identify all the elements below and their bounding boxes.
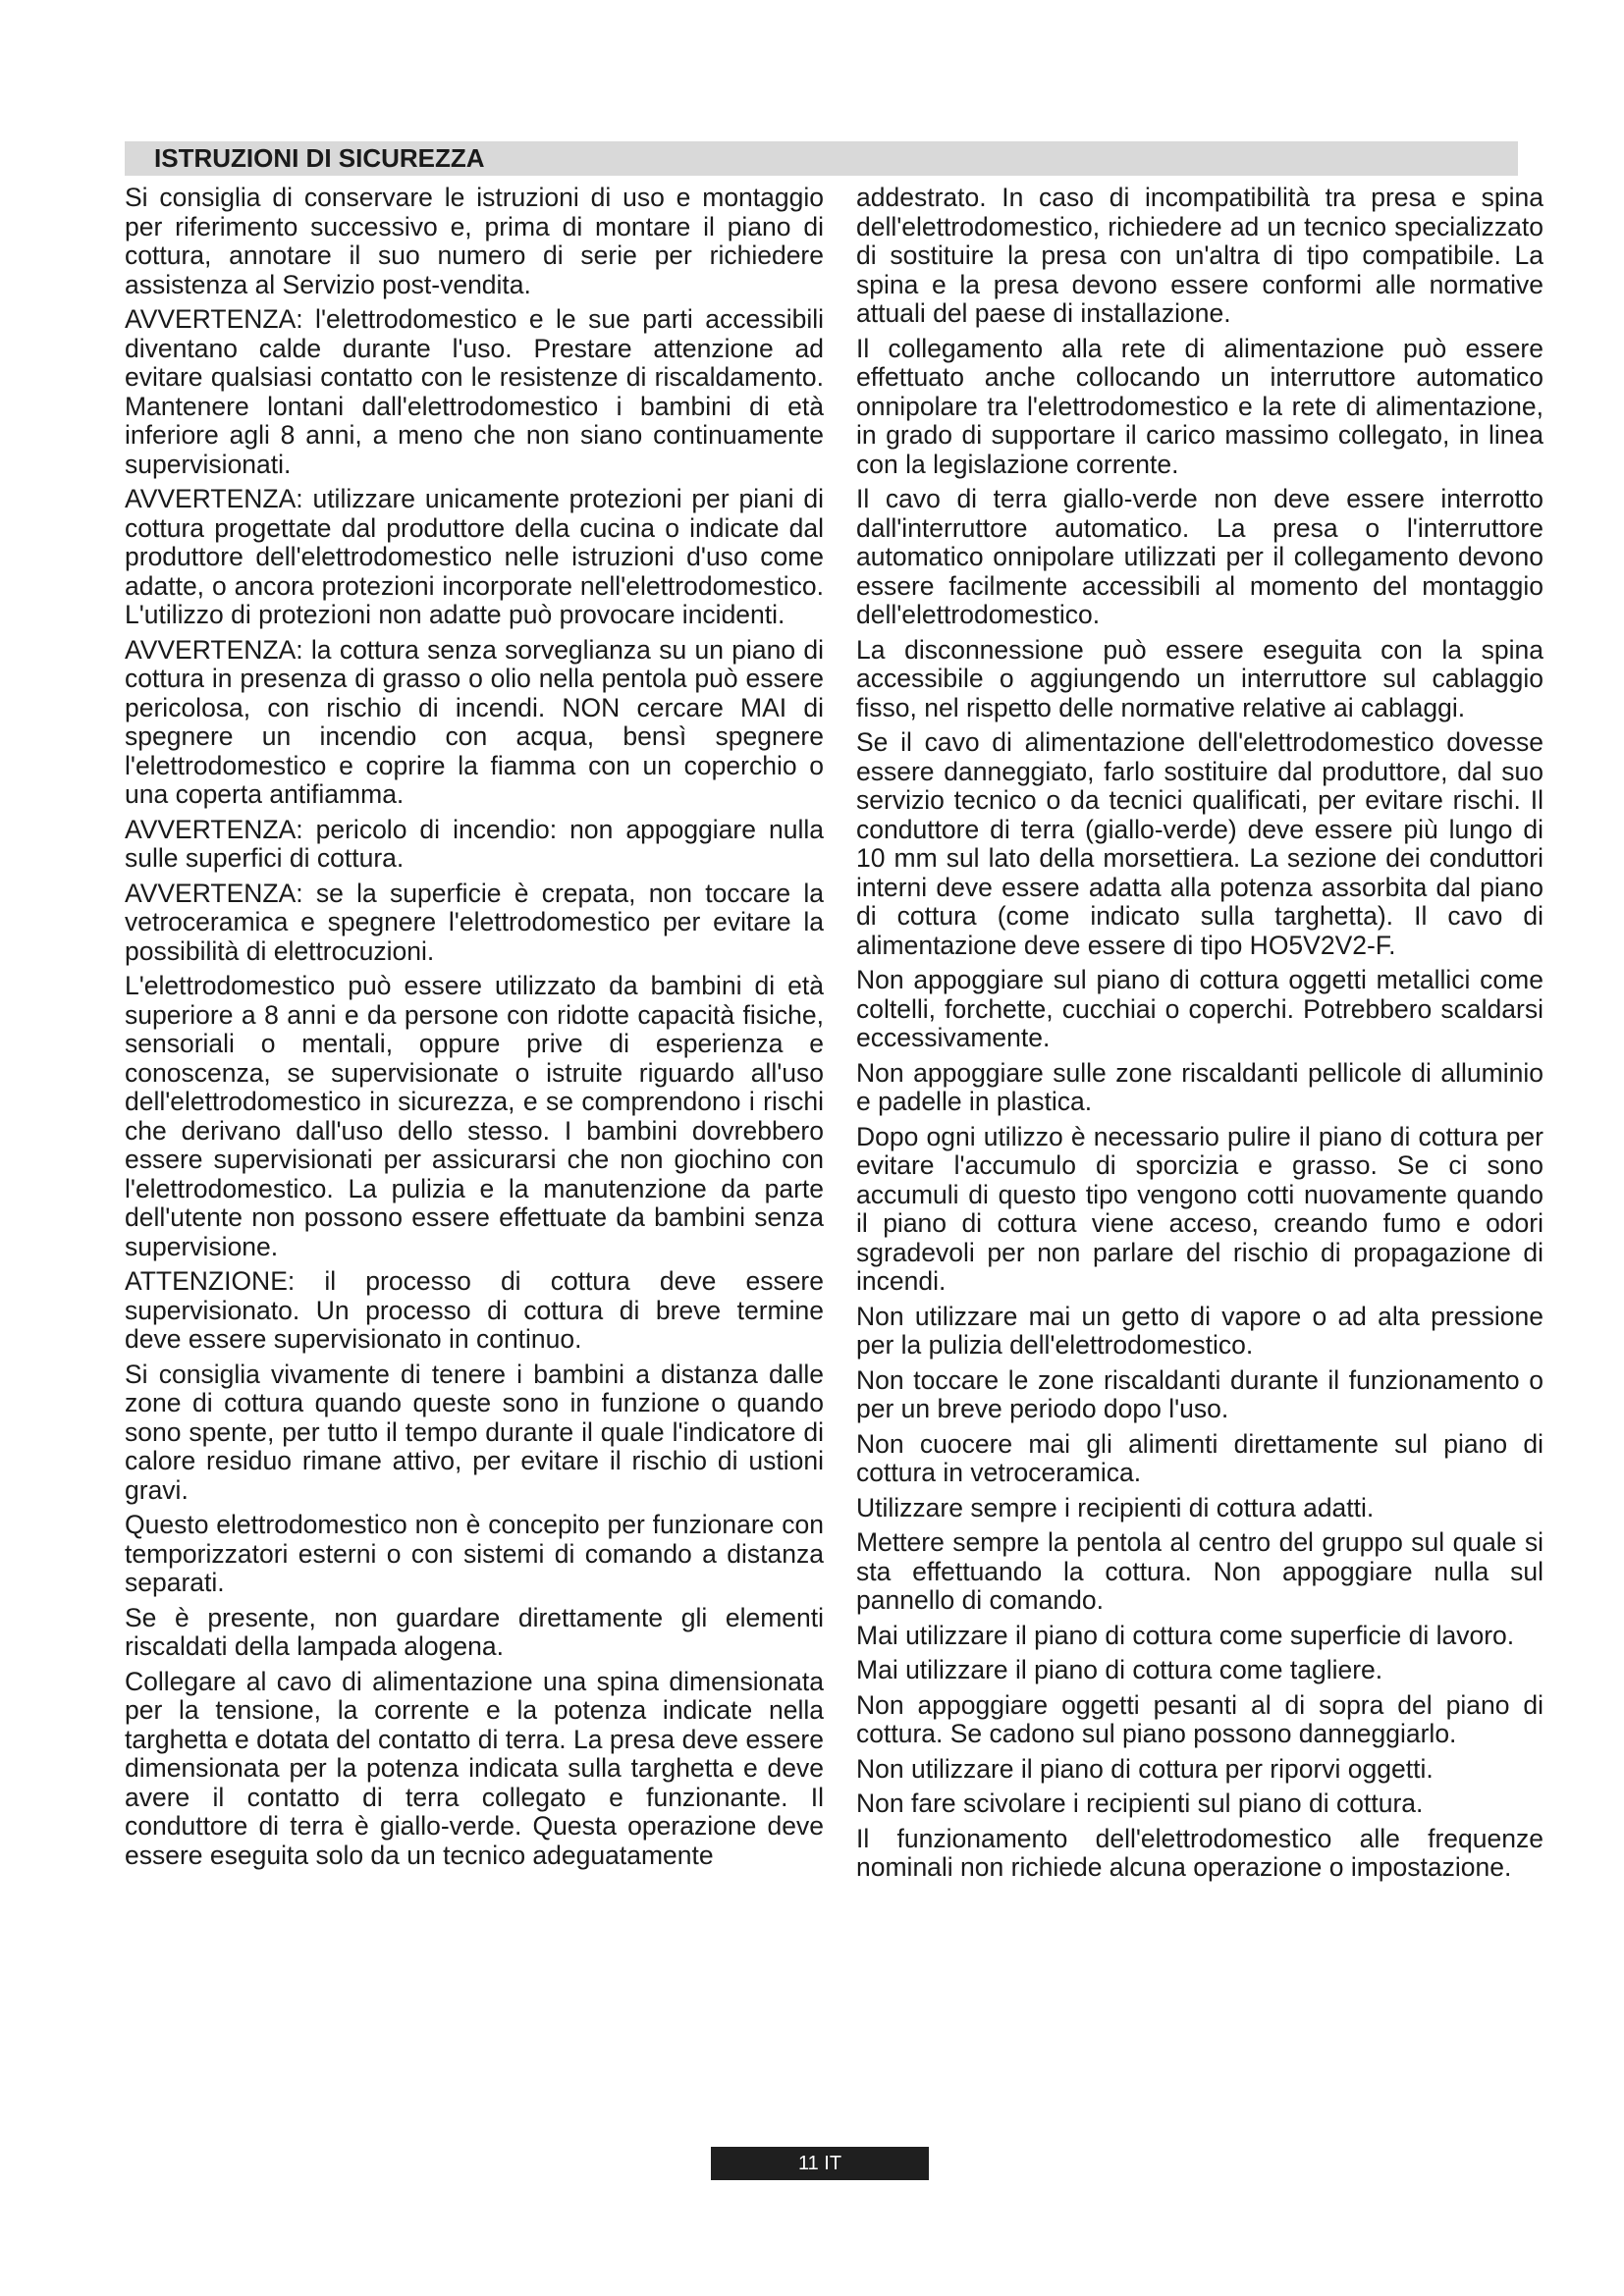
paragraph: Se è presente, non guardare direttamente gli elementi riscaldati della lampada alogena. <box>125 1602 824 1661</box>
paragraph: Il collegamento alla rete di alimentazione può essere effettuato anche collocando un interruttore automatico onnipolare tra l'elettrodomestico e la rete di alimentazione, in grado di supportare il carico massimo collegato, in linea con la legislazione corrente. <box>856 333 1543 479</box>
paragraph: Non toccare le zone riscaldanti durante il funzionamento o per un breve periodo dopo l'uso. <box>856 1364 1543 1423</box>
paragraph: Non appoggiare sul piano di cottura oggetti metallici come coltelli, forchette, cucchiai o coperchi. Potrebbero scaldarsi eccessivamente. <box>856 965 1543 1052</box>
paragraph: Collegare al cavo di alimentazione una spina dimensionata per la tensione, la corrente e la potenza indicate nella targhetta e dotata del contatto di terra. La presa deve essere dimensionata per la potenza indicata sulla targhetta e deve avere il contatto di terra collegato e funzionante. Il conduttore di terra è giallo-verde. Questa operazione deve essere eseguita solo da un tecnico adeguatamente <box>125 1666 824 1870</box>
paragraph: Si consiglia vivamente di tenere i bambini a distanza dalle zone di cottura quando queste sono in funzione o quando sono spente, per tutto il tempo durante il quale l'indicatore di calore residuo rimane attivo, per evitare il rischio di ustioni gravi. <box>125 1359 824 1505</box>
paragraph: ATTENZIONE: il processo di cottura deve essere supervisionato. Un processo di cottura di breve termine deve essere supervisionato in continuo. <box>125 1266 824 1354</box>
paragraph: Mai utilizzare il piano di cottura come tagliere. <box>856 1655 1383 1684</box>
paragraph: Non utilizzare mai un getto di vapore o ad alta pressione per la pulizia dell'elettrodomestico. <box>856 1301 1543 1360</box>
paragraph: Mai utilizzare il piano di cottura come superficie di lavoro. <box>856 1620 1515 1650</box>
paragraph: Il funzionamento dell'elettrodomestico alle frequenze nominali non richiede alcuna operazione o impostazione. <box>856 1823 1543 1882</box>
left-column <box>125 184 824 1876</box>
paragraph: Non fare scivolare i recipienti sul piano di cottura. <box>856 1789 1424 1818</box>
paragraph: addestrato. In caso di incompatibilità tra presa e spina dell'elettrodomestico, richiedere ad un tecnico specializzato di sostituire la presa con un'altra di tipo compatibile. La spina e la presa devono essere conformi alle normative attuali del paese di installazione. <box>856 183 1543 328</box>
page-number-badge: 11 IT <box>711 2147 929 2180</box>
paragraph: AVVERTENZA: pericolo di incendio: non appoggiare nulla sulle superfici di cottura. <box>125 814 824 873</box>
paragraph: Non utilizzare il piano di cottura per riporvi oggetti. <box>856 1753 1434 1784</box>
paragraph: Non appoggiare oggetti pesanti al di sopra del piano di cottura. Se cadono sul piano possono danneggiarlo. <box>856 1689 1543 1748</box>
section-header <box>125 141 1518 176</box>
paragraph: AVVERTENZA: l'elettrodomestico e le sue parti accessibili diventano calde durante l'uso. Prestare attenzione ad evitare qualsiasi contatto con le resistenze di riscaldamento. Mantenere lontani dall'elettrodomestico i bambini di età inferiore agli 8 anni, a meno che non siano continuamente supervisionati. <box>125 304 824 479</box>
section-title: ISTRUZIONI DI SICUREZZA <box>154 143 485 173</box>
paragraph: Non appoggiare sulle zone riscaldanti pellicole di alluminio e padelle in plastica. <box>856 1057 1543 1116</box>
paragraph: Il cavo di terra giallo-verde non deve essere interrotto dall'interruttore automatico. La presa o l'interruttore automatico onnipolare utilizzati per il collegamento devono essere facilmente accessibili al momento del montaggio dell'elettrodomestico. <box>856 484 1543 629</box>
paragraph: La disconnessione può essere eseguita con la spina accessibile o aggiungendo un interruttore sul cablaggio fisso, nel rispetto delle normative relative ai cablaggi. <box>856 634 1543 722</box>
paragraph: AVVERTENZA: se la superficie è crepata, non toccare la vetroceramica e spegnere l'elettrodomestico per evitare la possibilità di elettrocuzioni. <box>125 878 824 966</box>
paragraph: Utilizzare sempre i recipienti di cottura adatti. <box>856 1492 1375 1522</box>
paragraph: Dopo ogni utilizzo è necessario pulire il piano di cottura per evitare l'accumulo di sporcizia e grasso. Se ci sono accumuli di questo tipo vengono cotti nuovamente quando il piano di cottura viene acceso, creando fumo e odori sgradevoli per non parlare del rischio di propagazione di incendi. <box>856 1121 1543 1296</box>
paragraph: L'elettrodomestico può essere utilizzato da bambini di età superiore a 8 anni e da persone con ridotte capacità fisiche, sensoriali o mentali, oppure prive di esperienza e conoscenza, se supervisionate o istruite riguardo all'uso dell'elettrodomestico in sicurezza, e se comprendono i rischi che derivano dall'uso dello stesso. I bambini dovrebbero essere supervisionati per assicurarsi che non giochino con l'elettrodomestico. La pulizia e la manutenzione da parte dell'utente non possono essere effettuate da bambini senza supervisione. <box>125 971 824 1261</box>
paragraph: Si consiglia di conservare le istruzioni di uso e montaggio per riferimento successivo e, prima di montare il piano di cottura, annotare il suo numero di serie per richiedere assistenza al Servizio post-vendita. <box>125 183 824 299</box>
paragraph: Mettere sempre la pentola al centro del gruppo sul quale si sta effettuando la cottura. Non appoggiare nulla sul pannello di comando. <box>856 1527 1543 1615</box>
paragraph: AVVERTENZA: utilizzare unicamente protezioni per piani di cottura progettate dal produttore della cucina o indicate dal produttore dell'elettrodomestico nelle istruzioni d'uso come adatte, o ancora protezioni incorporate nell'elettrodomestico. L'utilizzo di protezioni non adatte può provocare incidenti. <box>125 484 824 629</box>
paragraph: Non cuocere mai gli alimenti direttamente sul piano di cottura in vetroceramica. <box>856 1428 1543 1487</box>
paragraph: AVVERTENZA: la cottura senza sorveglianza su un piano di cottura in presenza di grasso o olio nella pentola può essere pericolosa, con rischio di incendi. NON cercare MAI di spegnere un incendio con acqua, bensì spegnere l'elettrodomestico e coprire la fiamma con un coperchio o una coperta antifiamma. <box>125 634 824 809</box>
right-column <box>856 184 1543 1889</box>
paragraph: Questo elettrodomestico non è concepito per funzionare con temporizzatori esterni o con sistemi di comando a distanza separati. <box>125 1510 824 1597</box>
paragraph: Se il cavo di alimentazione dell'elettrodomestico dovesse essere danneggiato, farlo sostituire dal produttore, dal suo servizio tecnico o da tecnici qualificati, per evitare rischi. Il conduttore di terra (giallo-verde) deve essere più lungo di 10 mm sul lato della morsettiera. La sezione dei conduttori interni deve essere adatta alla potenza assorbita dal piano di cottura (come indicato sulla targhetta). Il cavo di alimentazione deve essere di tipo HO5V2V2-F. <box>856 727 1543 960</box>
